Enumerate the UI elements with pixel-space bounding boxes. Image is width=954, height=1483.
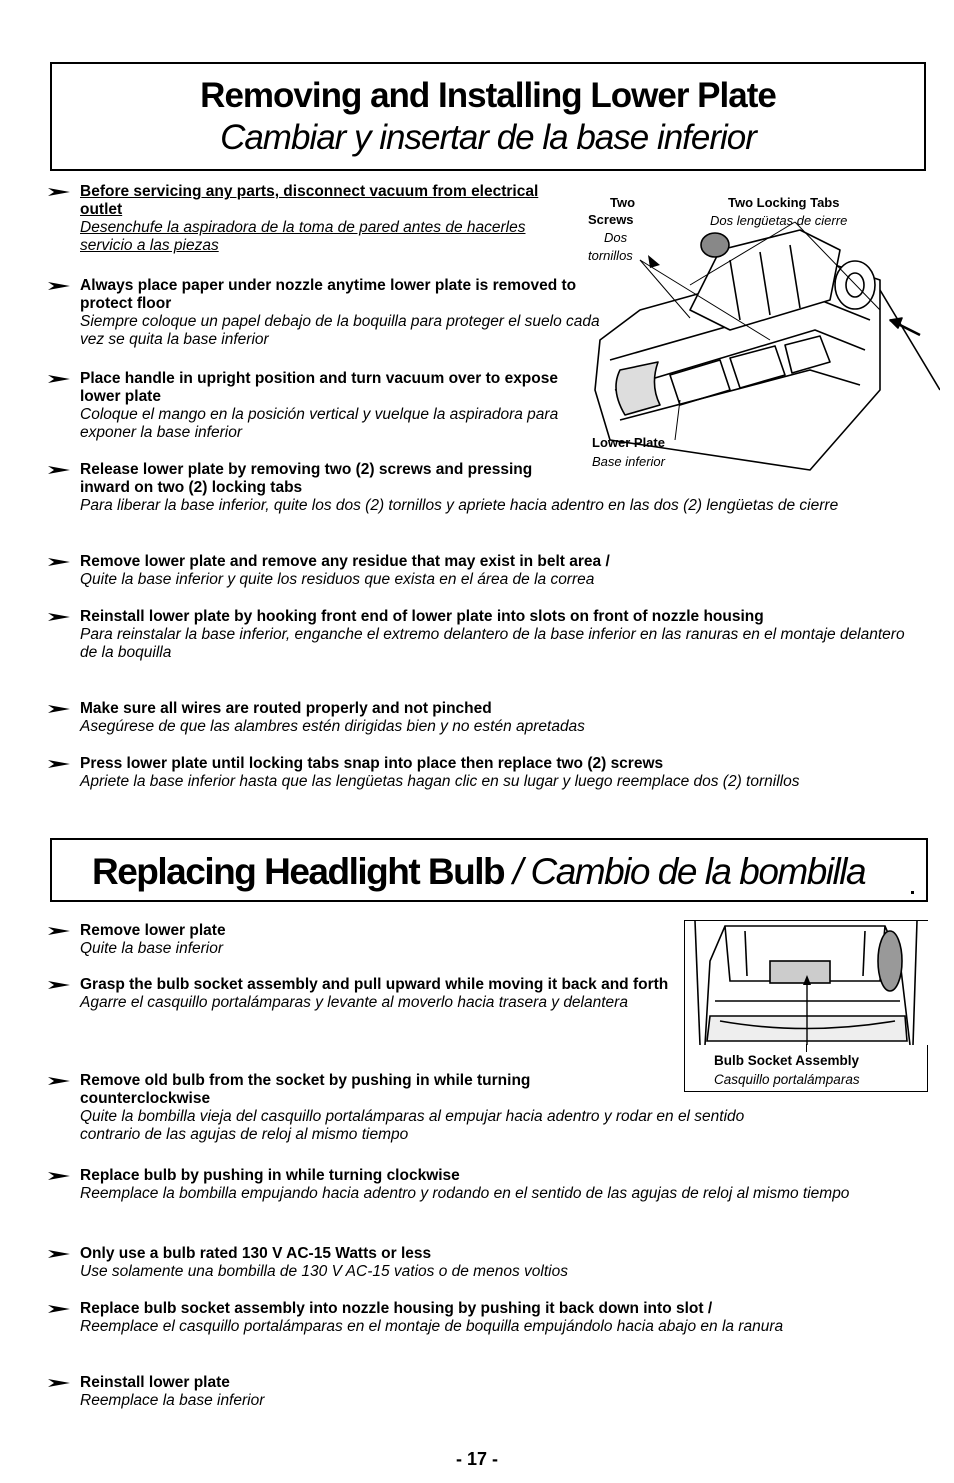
list-item: Replace bulb socket assembly into nozzle housing by pushing it back down into slot / Reemplace el casquillo portalámparas en el montaje de boquilla empujándolo hacia abajo en la ranura <box>48 1300 918 1336</box>
arrow-bullet-icon <box>48 464 70 476</box>
page-number: - 17 - <box>455 1449 498 1469</box>
arrow-bullet-icon <box>48 758 70 770</box>
section-title-box-headlight-bulb <box>50 838 928 902</box>
arrow-bullet-icon <box>48 280 70 292</box>
list-item: Place handle in upright position and turn vacuum over to expose lower plate Coloque el mango en la posición vertical y vuelque la aspiradora para exponer la base inferior <box>48 370 568 442</box>
section-title-en: Removing and Installing Lower Plate <box>200 76 776 115</box>
bulb-socket-illustration <box>685 921 929 1045</box>
arrow-bullet-icon <box>48 979 70 991</box>
list-item: Press lower plate until locking tabs snap into place then replace two (2) screws Apriete la base inferior hasta que las lengüetas hagan clic en su lugar y luego reemplace dos (2) tornillos <box>48 755 918 791</box>
section-title-box-lower-plate <box>50 62 926 171</box>
arrow-bullet-icon <box>48 1377 70 1389</box>
list-item: Reinstall lower plate Reemplace la base inferior <box>48 1374 898 1410</box>
arrow-bullet-icon <box>48 373 70 385</box>
arrow-bullet-icon <box>48 186 70 198</box>
arrow-bullet-icon <box>48 1303 70 1315</box>
lower-plate-diagram: Two Screws Dos tornillos Two Locking Tabs Dos lengüetas de cierre Lower Plate Base inferior <box>580 190 940 480</box>
arrow-bullet-icon <box>48 1075 70 1087</box>
list-item: Before servicing any parts, disconnect vacuum from electrical outlet Desenchufe la aspiradora de la toma de pared antes de hacerles servicio a las piezas <box>48 183 578 255</box>
list-item: Remove lower plate and remove any residue that may exist in belt area / Quite la base inferior y quite los residuos que exista en el área de la correa <box>48 553 898 589</box>
list-item: Make sure all wires are routed properly and not pinched Asegúrese de que las alambres estén dirigidas bien y no estén apretadas <box>48 700 898 736</box>
bulb-socket-diagram: Bulb Socket Assembly Casquillo portalámparas <box>684 920 930 1095</box>
list-item: Release lower plate by removing two (2) screws and pressing inward on two (2) locking tabs Para liberar la base inferior, quite los dos (2) tornillos y apriete hacia adentro en las dos (2) lengüetas de cierre <box>48 461 898 515</box>
arrow-bullet-icon <box>48 1170 70 1182</box>
arrow-bullet-icon <box>48 703 70 715</box>
leader-line <box>806 1044 807 1052</box>
arrow-bullet-icon <box>48 925 70 937</box>
section-title: Replacing Headlight Bulb / Cambio de la bombilla <box>92 851 866 892</box>
list-item: Reinstall lower plate by hooking front end of lower plate into slots on front of nozzle housing Para reinstalar la base inferior, enganche el extremo delantero de la base inferior en las ranuras en el montaje delantero de la boquilla <box>48 608 918 662</box>
list-item: Replace bulb by pushing in while turning clockwise Reemplace la bombilla empujando hacia adentro y rodando en el sentido de las agujas de reloj al mismo tiempo <box>48 1167 928 1203</box>
arrow-bullet-icon <box>48 556 70 568</box>
section-title-es: Cambiar y insertar de la base inferior <box>220 118 756 157</box>
list-item: Grasp the bulb socket assembly and pull upward while moving it back and forth Agarre el casquillo portalámparas y levante al moverlo hacia trasera y delantera <box>48 976 673 1012</box>
list-item: Remove lower plate Quite la base inferior <box>48 922 648 958</box>
mark-dot <box>911 891 914 894</box>
arrow-bullet-icon <box>48 1248 70 1260</box>
list-item: Remove old bulb from the socket by pushing in while turning counterclockwise Quite la bombilla vieja del casquillo portalámparas al empujar hacia adentro y rodar en el sentido contrario de las agujas de reloj al mismo tiempo <box>48 1072 768 1144</box>
list-item: Always place paper under nozzle anytime lower plate is removed to protect floor Siempre coloque un papel debajo de la boquilla para proteger el suelo cada vez se quita la base inferior <box>48 277 608 349</box>
list-item: Only use a bulb rated 130 V AC-15 Watts or less Use solamente una bombilla de 130 V AC-15 vatios o de menos voltios <box>48 1245 898 1281</box>
arrow-bullet-icon <box>48 611 70 623</box>
